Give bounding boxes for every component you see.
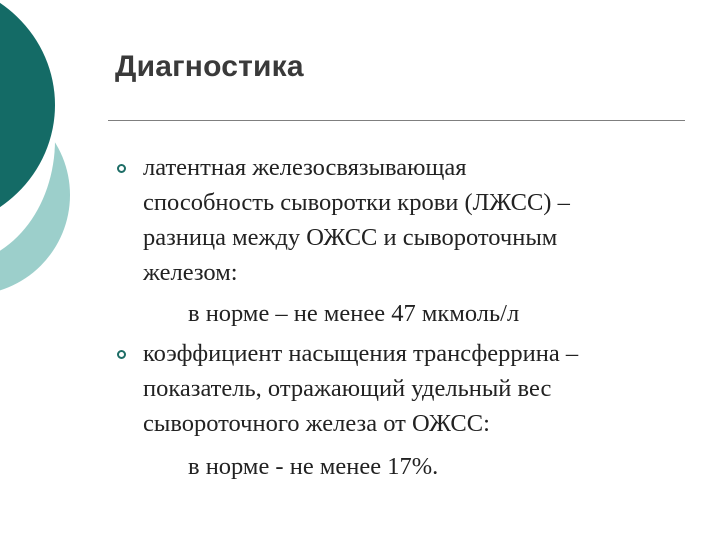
- bullet-2-norm: в норме - не менее 17%.: [188, 453, 439, 480]
- bullet-1-line-2: способность сыворотки крови (ЛЖСС) –: [143, 189, 570, 216]
- slide-title: Диагностика: [115, 50, 304, 83]
- bullet-2-line-2: показатель, отражающий удельный вес: [143, 375, 552, 402]
- title-divider: [108, 120, 685, 121]
- bullet-1-norm: в норме – не менее 47 мкмоль/л: [188, 300, 520, 327]
- bullet-circle-icon: [117, 350, 126, 359]
- bullet-2-line-3: сывороточного железа от ОЖСС:: [143, 410, 490, 437]
- bullet-2-line-1: коэффициент насыщения трансферрина –: [143, 340, 579, 367]
- bullet-1-line-3: разница между ОЖСС и сывороточным: [143, 224, 558, 251]
- bullet-circle-icon: [117, 164, 126, 173]
- bullet-1-line-4: железом:: [143, 259, 238, 286]
- bullet-1-line-1: латентная железосвязывающая: [143, 154, 467, 181]
